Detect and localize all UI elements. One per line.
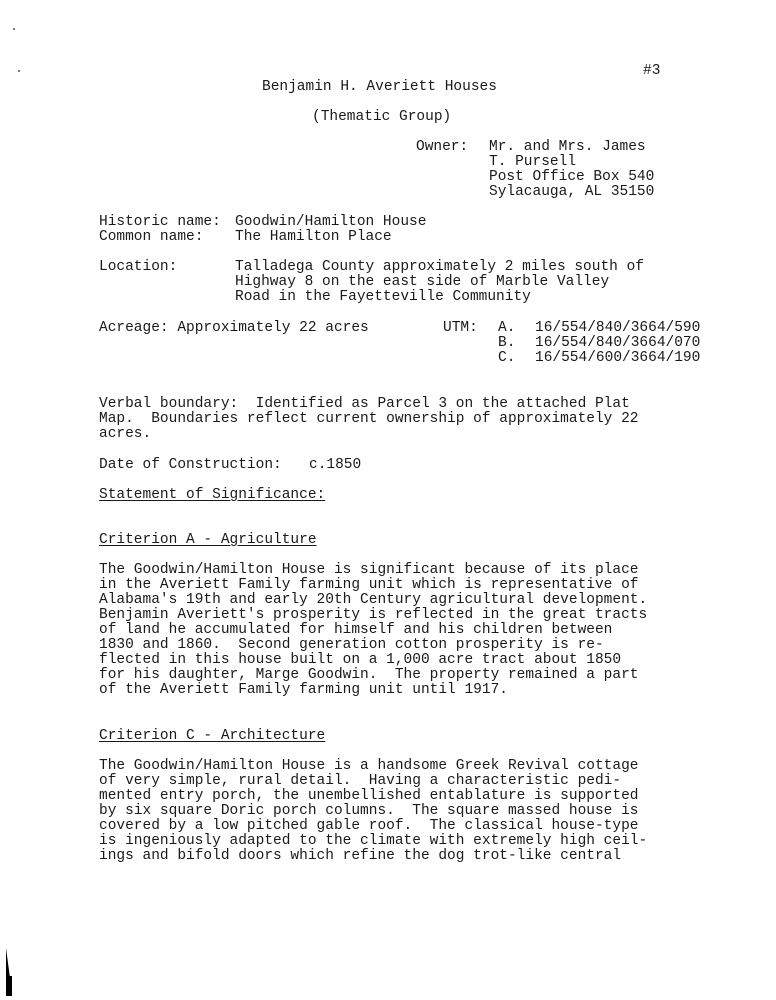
utm-value: 16/554/840/3664/070: [535, 335, 701, 351]
common-name-label: Common name:: [99, 229, 204, 245]
criterion-a-line: for his daughter, Marge Goodwin. The property remained a part: [99, 667, 639, 683]
location-line: Talladega County approximately 2 miles south of: [235, 259, 644, 275]
owner-label: Owner:: [416, 139, 469, 155]
owner-line: Sylacauga, AL 35150: [489, 184, 655, 200]
criterion-a-line: of the Averiett Family farming unit until 1917.: [99, 682, 508, 698]
construction-value: c.1850: [309, 457, 362, 473]
criterion-c-line: mented entry porch, the unembellished entablature is supported: [99, 788, 639, 804]
criterion-a-line: The Goodwin/Hamilton House is significant because of its place: [99, 562, 639, 578]
verbal-boundary-line: Map. Boundaries reflect current ownership of approximately 22: [99, 411, 639, 427]
owner-line: Post Office Box 540: [489, 169, 655, 185]
utm-label: UTM:: [443, 320, 478, 336]
common-name-value: The Hamilton Place: [235, 229, 392, 245]
utm-letter: C.: [498, 350, 516, 366]
owner-line: T. Pursell: [489, 154, 577, 170]
scan-edge-bar: [6, 976, 12, 996]
owner-line: Mr. and Mrs. James: [489, 139, 646, 155]
criterion-c-line: The Goodwin/Hamilton House is a handsome Greek Revival cottage: [99, 758, 639, 774]
location-line: Road in the Fayetteville Community: [235, 289, 531, 305]
criterion-c-line: by six square Doric porch columns. The square massed house is: [99, 803, 639, 819]
utm-letter: A.: [498, 320, 516, 336]
scan-speck: [18, 70, 20, 72]
criterion-a-line: flected in this house built on a 1,000 acre tract about 1850: [99, 652, 622, 668]
criterion-a-line: Benjamin Averiett's prosperity is reflected in the great tracts: [99, 607, 648, 623]
document-title: Benjamin H. Averiett Houses: [262, 79, 497, 95]
criterion-c-heading: Criterion C - Architecture: [99, 728, 326, 744]
utm-value: 16/554/840/3664/590: [535, 320, 701, 336]
criterion-c-line: of very simple, rural detail. Having a characteristic pedi-: [99, 773, 622, 789]
criterion-a-line: 1830 and 1860. Second generation cotton prosperity is re-: [99, 637, 604, 653]
criterion-a-heading: Criterion A - Agriculture: [99, 532, 317, 548]
construction-label: Date of Construction:: [99, 457, 282, 473]
historic-name-value: Goodwin/Hamilton House: [235, 214, 427, 230]
utm-value: 16/554/600/3664/190: [535, 350, 701, 366]
verbal-boundary-line: Verbal boundary: Identified as Parcel 3 on the attached Plat: [99, 396, 630, 412]
location-label: Location:: [99, 259, 178, 275]
utm-letter: B.: [498, 335, 516, 351]
criterion-c-line: is ingeniously adapted to the climate with extremely high ceil-: [99, 833, 648, 849]
criterion-a-line: Alabama's 19th and early 20th Century agricultural development.: [99, 592, 648, 608]
statement-heading: Statement of Significance:: [99, 487, 326, 503]
document-subtitle: (Thematic Group): [312, 109, 452, 125]
location-line: Highway 8 on the east side of Marble Valley: [235, 274, 610, 290]
page-number: #3: [643, 63, 661, 79]
scan-speck: [13, 28, 15, 30]
historic-name-label: Historic name:: [99, 214, 221, 230]
verbal-boundary-line: acres.: [99, 426, 152, 442]
criterion-a-line: in the Averiett Family farming unit which is representative of: [99, 577, 639, 593]
criterion-c-line: ings and bifold doors which refine the dog trot-like central: [99, 848, 622, 864]
criterion-a-line: of land he accumulated for himself and his children between: [99, 622, 613, 638]
criterion-c-line: covered by a low pitched gable roof. The classical house-type: [99, 818, 639, 834]
acreage-text: Acreage: Approximately 22 acres: [99, 320, 369, 336]
